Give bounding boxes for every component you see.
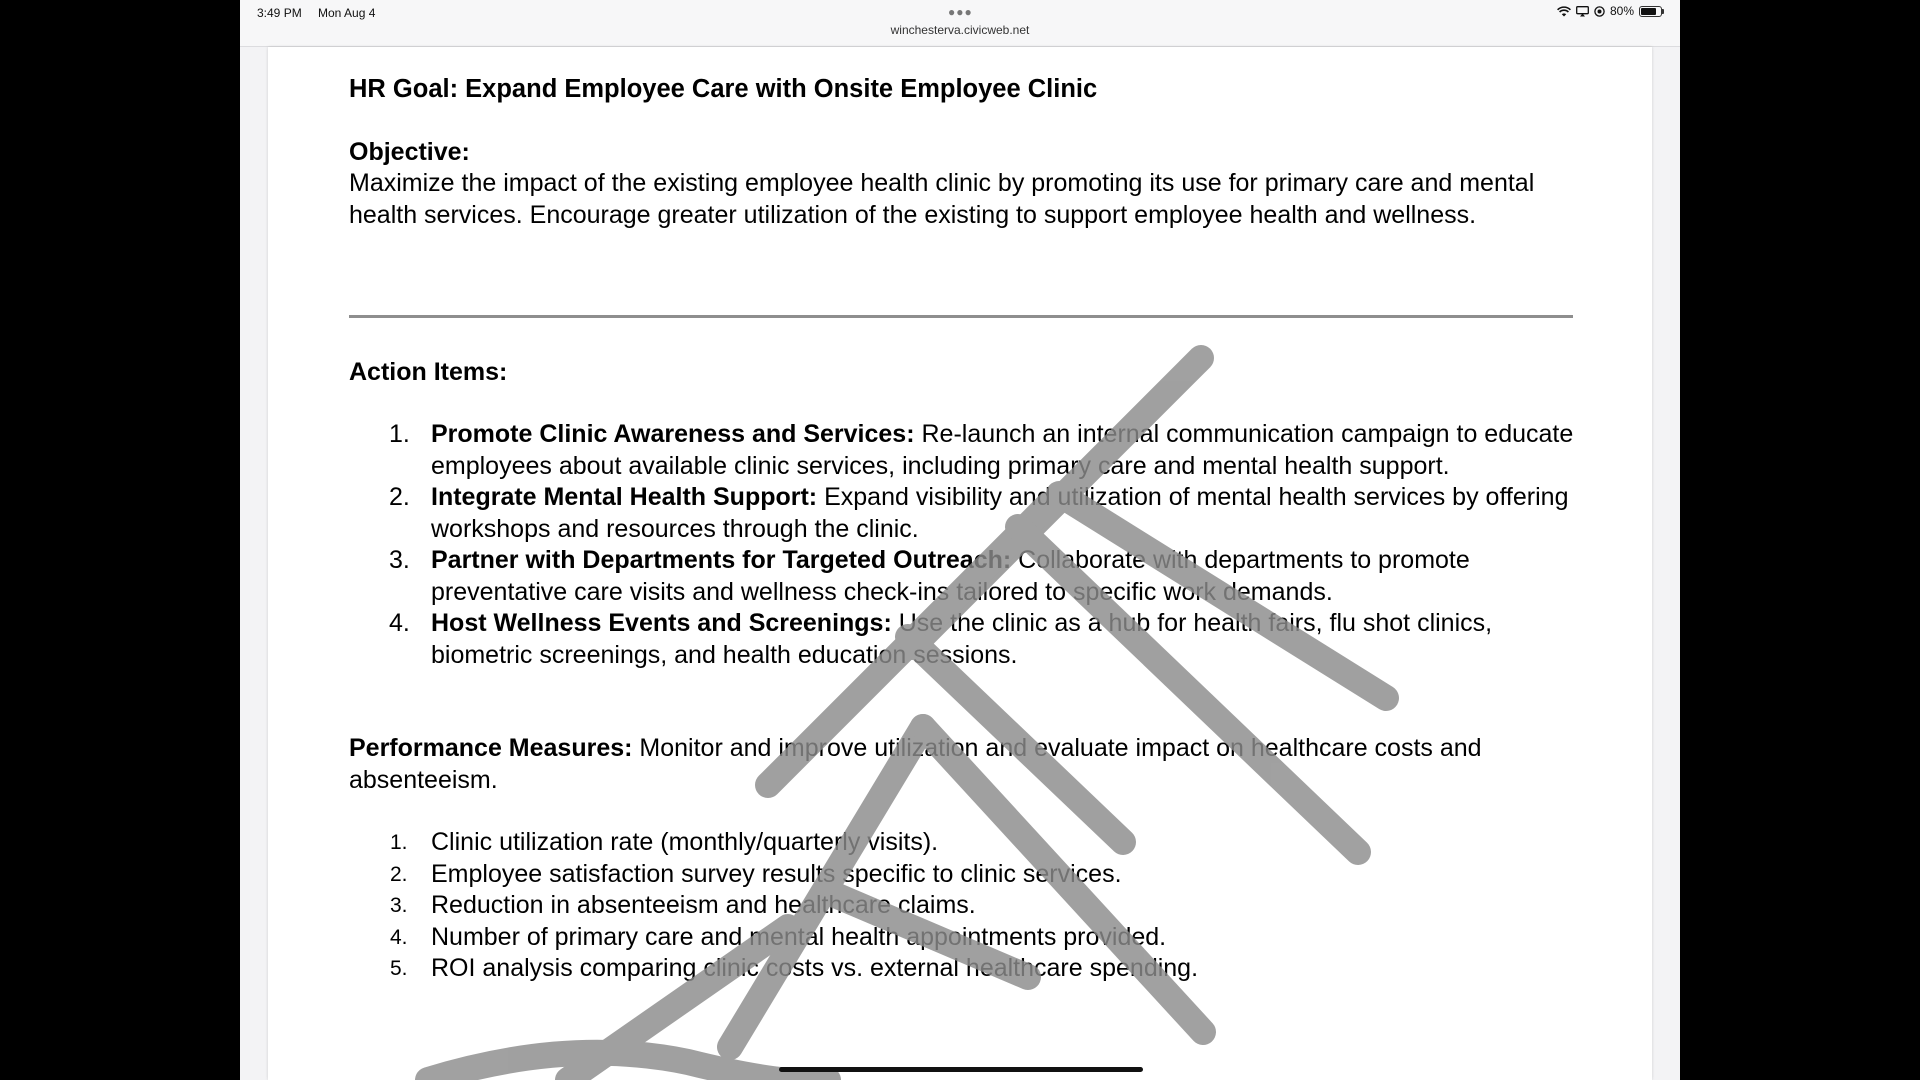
measure-item [349,953,1579,985]
measure-text: Number of primary care and mental health appointments provided. [431,922,1167,951]
list-number: 4. [389,609,410,637]
list-number: 2. [389,483,410,511]
list-number: 3. [389,546,410,574]
action-item-title: Integrate Mental Health Support: [431,483,818,511]
home-indicator[interactable] [779,1067,1143,1072]
action-items-list [349,419,1579,671]
status-time: 3:49 PM [257,6,302,20]
measure-item [349,922,1579,954]
list-number: 5. [390,957,408,980]
multitasking-dots-icon[interactable]: ●●● [948,5,973,19]
status-indicators [1557,4,1664,18]
measure-text: Reduction in absenteeism and healthcare claims. [431,891,976,919]
screen-mirror-icon [1576,6,1589,17]
measure-text: Clinic utilization rate (monthly/quarterly visits). [431,828,939,856]
status-bar [240,0,1680,47]
objective-text: Maximize the impact of the existing employee health clinic by promoting its use for primary care and mental health services. Encourage greater utilization of the existing to support employee health and wellness. [349,169,1535,229]
list-number: 2. [390,862,408,886]
location-icon [1594,6,1605,17]
section-divider [349,315,1573,318]
action-item [349,482,1579,545]
measure-item [349,859,1579,891]
list-number: 1. [389,420,410,448]
list-number: 1. [390,831,408,854]
battery-icon [1639,6,1664,17]
measure-item [349,890,1579,922]
status-date: Mon Aug 4 [318,6,376,20]
performance-paragraph [349,733,1579,796]
address-bar-url[interactable]: winchesterva.civicweb.net [890,23,1030,37]
performance-measures-list [349,827,1579,985]
wifi-icon [1557,6,1571,17]
watermark-stroke [428,1053,828,1080]
action-item-title: Host Wellness Events and Screenings: [431,609,892,637]
list-number: 4. [390,925,408,949]
measure-text: Employee satisfaction survey results specific to clinic services. [431,859,1122,888]
action-item-text: Expand visibility and utilization of mental health services by offering workshops and resources through the clinic. [431,483,1569,543]
action-item-title: Promote Clinic Awareness and Services: [431,420,915,448]
measure-item [349,827,1579,859]
ipad-screen [240,0,1680,1080]
action-item-text: Re-launch an internal communication campaign to educate employees about available clinic services, including primary care and mental health support. [431,420,1574,480]
objective-heading: Objective: [349,138,470,166]
action-items-heading: Action Items: [349,358,508,386]
performance-heading: Performance Measures: [349,734,633,762]
performance-text: Monitor and improve utilization and evaluate impact on healthcare costs and absenteeism. [349,734,1482,794]
action-item [349,419,1579,482]
action-item-text: Collaborate with departments to promote preventative care visits and wellness check-ins tailored to specific work demands. [431,546,1470,606]
battery-percent: 80% [1609,4,1634,18]
action-item-text: Use the clinic as a hub for health fairs, flu shot clinics, biometric screenings, and health education sessions. [431,609,1493,669]
action-item-title: Partner with Departments for Targeted Outreach: [431,546,1012,574]
measure-text: ROI analysis comparing clinic costs vs. external healthcare spending. [431,954,1199,982]
list-number: 3. [390,894,408,917]
action-item [349,608,1579,671]
document-page[interactable] [268,47,1652,1080]
action-item [349,545,1579,608]
document-title: HR Goal: Expand Employee Care with Onsite Employee Clinic [349,75,1098,103]
